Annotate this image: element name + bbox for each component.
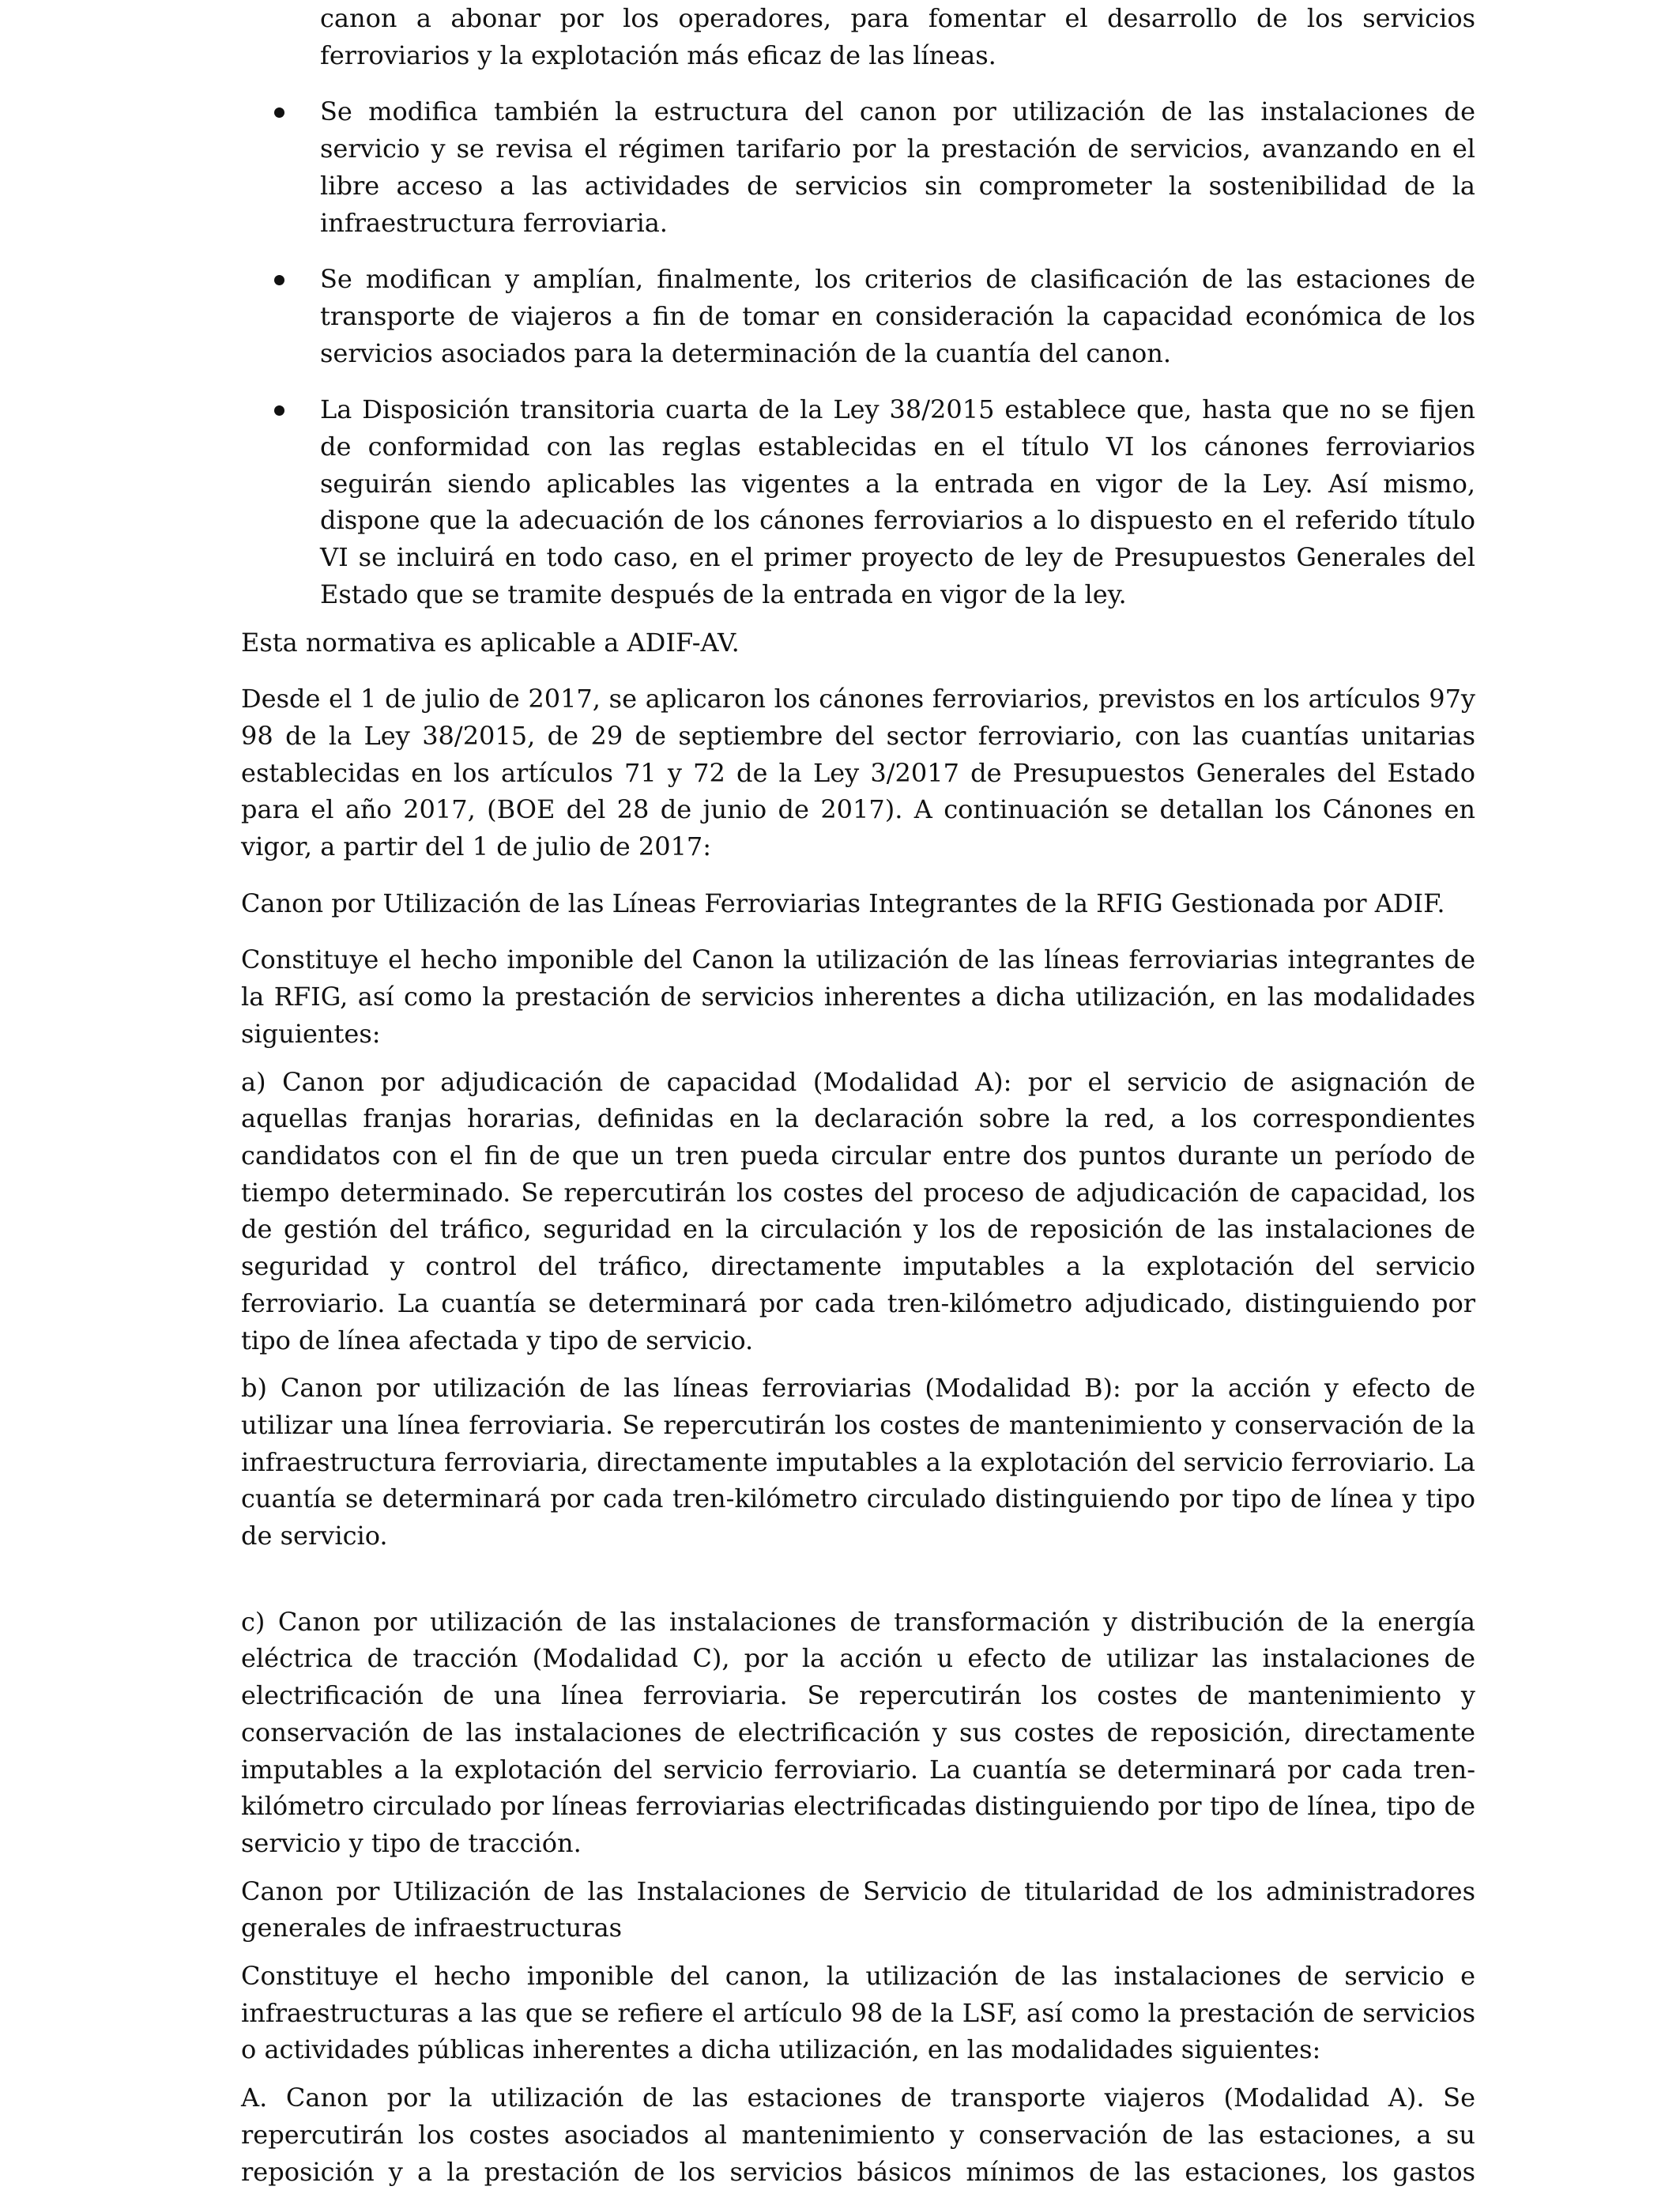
bullet-list [241,93,1475,613]
bullet-item [241,261,1475,371]
paragraph-canons-2017: Desde el 1 de julio de 2017, se aplicaron los cánones ferroviarios, previstos en los artículos 97y 98 de la Ley 38/2015, de 29 de septiembre del sector ferroviario, con las cuantías unitarias establecidas en los artículos 71 y 72 de la Ley 3/2017 de Presupuestos Generales del Estado para el año 2017, (BOE del 28 de junio de 2017). A continuación se detallan los Cánones en vigor, a partir del 1 de julio de 2017: [241,684,1475,862]
section-heading-lines-canon: Canon por Utilización de las Líneas Ferroviarias Integrantes de la RFIG Gestionada por ADIF. [241,888,1445,918]
paragraph-modalidad-b: b) Canon por utilización de las líneas ferroviarias (Modalidad B): por la acción y efecto de utilizar una línea ferroviaria. Se repercutirán los costes de mantenimiento y conservación de la infraestructura ferroviaria, directamente imputables a la explotación del servicio ferroviario. La cuantía se determinará por cada tren-kilómetro circulado distinguiendo por tipo de línea y tipo de servicio. [241,1373,1475,1551]
bullet-item [241,93,1475,241]
paragraph-lines-taxable-event: Constituye el hecho imponible del Canon la utilización de las líneas ferroviarias integrantes de la RFIG, así como la prestación de servicios inherentes a dicha utilización, en las modalidades siguientes: [241,944,1475,1049]
bullet-text: Se modifica también la estructura del canon por utilización de las instalaciones de servicio y se revisa el régimen tarifario por la prestación de servicios, avanzando en el libre acceso a las actividades de servicios sin comprometer la sostenibilidad de la infraestructura ferroviaria. [320,96,1475,238]
bullet-item [241,391,1475,613]
paragraph-service-taxable-event: Constituye el hecho imponible del canon, la utilización de las instalaciones de servicio e infraestructuras a las que se refiere el artículo 98 de la LSF, así como la prestación de servicios o actividades públicas inherentes a dicha utilización, en las modalidades siguientes: [241,1961,1475,2065]
paragraph-stations-canon: A. Canon por la utilización de las estaciones de transporte viajeros (Modalidad A). Se repercutirán los costes asociados al mantenimiento y conservación de las estaciones, a su reposición y a la prestación de los servicios básicos mínimos de las estaciones, los gastos [241,2083,1475,2187]
paragraph-applicability: Esta normativa es aplicable a ADIF-AV. [241,627,740,658]
bullet-text: La Disposición transitoria cuarta de la Ley 38/2015 establece que, hasta que no se fijen de conformidad con las reglas establecidas en el título VI los cánones ferroviarios seguirán siendo aplicables las vigentes a la entrada en vigor de la Ley. Así mismo, dispone que la adecuación de los cánones ferroviarios a lo dispuesto en el referido título VI se incluirá en todo caso, en el primer proyecto de ley de Presupuestos Generales del Estado que se tramite después de la entrada en vigor de la ley. [320,394,1475,609]
document-page [241,0,1475,2190]
paragraph-modalidad-c: c) Canon por utilización de las instalaciones de transformación y distribución de la energía eléctrica de tracción (Modalidad C), por la acción u efecto de utilizar las instalaciones de electrificación de una línea ferroviaria. Se repercutirán los costes de mantenimiento y conservación de las instalaciones de electrificación y sus costes de reposición, directamente imputables a la explotación del servicio ferroviario. La cuantía se determinará por cada tren-kilómetro circulado por líneas ferroviarias electrificadas distinguiendo por tipo de línea, tipo de servicio y tipo de tracción. [241,1606,1475,1858]
paragraph-modalidad-a: a) Canon por adjudicación de capacidad (Modalidad A): por el servicio de asignación de aquellas franjas horarias, definidas en la declaración sobre la red, a los correspondientes candidatos con el fin de que un tren pueda circular entre dos puntos durante un período de tiempo determinado. Se repercutirán los costes del proceso de adjudicación de capacidad, los de gestión del tráfico, seguridad en la circulación y los de reposición de las instalaciones de seguridad y control del tráfico, directamente imputables a la explotación del servicio ferroviario. La cuantía se determinará por cada tren-kilómetro adjudicado, distinguiendo por tipo de línea afectada y tipo de servicio. [241,1066,1475,1355]
bullet-icon [274,275,284,285]
bullet-text: Se modifican y amplían, finalmente, los criterios de clasificación de las estaciones de transporte de viajeros a fin de tomar en consideración la capacidad económica de los servicios asociados para la determinación de la cuantía del canon. [320,264,1475,368]
bullet-icon [274,405,284,416]
section-heading-service-installations: Canon por Utilización de las Instalaciones de Servicio de titularidad de los administradores generales de infraestructuras [241,1875,1475,1943]
bullet-icon [274,107,284,118]
bullet-continuation: canon a abonar por los operadores, para fomentar el desarrollo de los servicios ferroviarios y la explotación más eficaz de las líneas. [320,3,1475,70]
